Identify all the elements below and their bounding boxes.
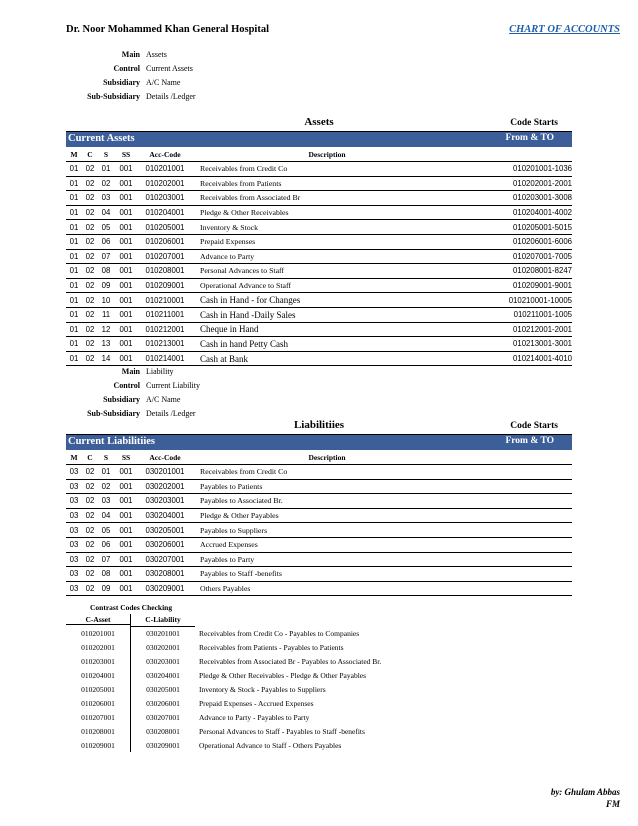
cell-s: 03 (101, 496, 111, 506)
cell-pair-description: Operational Advance to Staff - Others Payables (199, 740, 342, 750)
contrast-row (66, 682, 381, 696)
meta-row (80, 364, 320, 378)
col-m: M (70, 452, 78, 462)
meta-value: Current Assets (146, 63, 193, 73)
cell-ss: 001 (119, 481, 133, 491)
contrast-row (66, 738, 381, 752)
cell-range: 010204001-4002 (513, 208, 572, 218)
cell-m: 03 (69, 569, 79, 579)
cell-c: 02 (85, 584, 95, 594)
cell-s: 11 (101, 310, 111, 320)
liabilities-title: Liabilitiies (293, 419, 345, 431)
cell-pair-description: Personal Advances to Staff - Payables to Staff -benefits (199, 726, 365, 736)
cell-m: 01 (69, 237, 79, 247)
cell-acc-code: 030208001 (145, 569, 185, 579)
cell-m: 03 (69, 496, 79, 506)
cell-pair-description: Advance to Party - Payables to Party (199, 712, 310, 722)
cell-description: Receivables from Credit Co (200, 164, 288, 174)
cell-range: 010214001-4010 (513, 354, 572, 364)
cell-acc-code: 010204001 (145, 208, 185, 218)
cell-c: 02 (85, 164, 95, 174)
cell-acc-code: 030207001 (145, 554, 185, 564)
meta-value: Assets (146, 49, 167, 59)
meta-key: Control (113, 380, 140, 390)
section-title: Current Liabilitiies (68, 436, 156, 447)
column-header-row (66, 450, 572, 465)
cell-acc-code: 030205001 (145, 525, 185, 535)
cell-ss: 001 (119, 237, 133, 247)
cell-description: Receivables from Credit Co (200, 467, 288, 477)
cell-m: 01 (69, 295, 79, 305)
cell-acc-code: 030206001 (145, 540, 185, 550)
cell-description: Cheque in Hand (200, 324, 259, 335)
cell-pair-description: Receivables from Credit Co - Payables to Companies (199, 628, 360, 638)
cell-s: 05 (101, 222, 111, 232)
contrast-codes-table (66, 614, 381, 752)
meta-value: Details /Ledger (146, 91, 196, 101)
cell-c: 02 (85, 222, 95, 232)
col-c-liability: C-Liability (130, 614, 195, 627)
cell-s: 02 (101, 481, 111, 491)
cell-acc-code: 030209001 (145, 584, 185, 594)
cell-acc-code: 010212001 (145, 324, 185, 334)
column-header-row (66, 147, 572, 162)
cell-s: 05 (101, 525, 111, 535)
col-description: Description (308, 452, 346, 462)
cell-range: 010208001-8247 (513, 266, 572, 276)
cell-s: 02 (101, 178, 111, 188)
author-signature: by: Ghulam Abbas (550, 787, 620, 797)
cell-description: Others Payables (200, 584, 251, 594)
meta-value: Current Liability (146, 380, 200, 390)
cell-range: 010203001-3008 (513, 193, 572, 203)
cell-s: 04 (101, 511, 111, 521)
liabilities-title-row (66, 419, 572, 435)
cell-ss: 001 (119, 193, 133, 203)
cell-c-asset: 010201001 (81, 628, 115, 638)
cell-acc-code: 010202001 (145, 178, 185, 188)
cell-acc-code: 010207001 (145, 251, 185, 261)
meta-row (80, 406, 320, 420)
meta-key: Sub-Subsidiary (87, 91, 140, 101)
table-row (66, 523, 572, 538)
col-s: S (103, 149, 109, 159)
cell-range: 010202001-2001 (513, 178, 572, 188)
cell-pair-description: Receivables from Patients - Payables to Patients (199, 642, 344, 652)
cell-description: Payables to Suppliers (200, 525, 268, 535)
cell-ss: 001 (119, 281, 133, 291)
contrast-row (66, 724, 381, 738)
hospital-name: Dr. Noor Mohammed Khan General Hospital (66, 24, 270, 35)
cell-acc-code: 030201001 (145, 467, 185, 477)
cell-description: Accrued Expenses (200, 540, 258, 550)
cell-m: 01 (69, 310, 79, 320)
cell-c: 02 (85, 281, 95, 291)
cell-c: 02 (85, 569, 95, 579)
cell-range: 010205001-5015 (513, 222, 572, 232)
table-row (66, 177, 572, 192)
cell-range: 010211001-1005 (513, 310, 572, 320)
cell-ss: 001 (119, 554, 133, 564)
cell-range: 010207001-7005 (513, 251, 572, 261)
cell-description: Payables to Party (200, 554, 255, 564)
cell-s: 09 (101, 281, 111, 291)
cell-range: 010210001-10005 (508, 295, 572, 305)
table-row (66, 509, 572, 524)
cell-c-liability: 030204001 (130, 668, 195, 682)
cell-c-asset: 010206001 (81, 698, 115, 708)
table-row (66, 264, 572, 279)
col-ss: SS (121, 452, 131, 462)
cell-ss: 001 (119, 511, 133, 521)
meta-row (80, 75, 320, 89)
meta-key: Main (121, 49, 140, 59)
cell-m: 01 (69, 324, 79, 334)
cell-m: 01 (69, 193, 79, 203)
cell-m: 01 (69, 251, 79, 261)
table-row (66, 206, 572, 221)
cell-description: Cash in Hand - for Changes (200, 295, 301, 306)
cell-c: 02 (85, 251, 95, 261)
table-row (66, 582, 572, 597)
cell-m: 03 (69, 584, 79, 594)
cell-c: 02 (85, 540, 95, 550)
cell-range: 010213001-3001 (513, 339, 572, 349)
cell-m: 01 (69, 178, 79, 188)
cell-description: Payables to Staff -benefits (200, 569, 282, 579)
table-row (66, 323, 572, 338)
cell-s: 01 (101, 164, 111, 174)
contrast-header-row (66, 614, 381, 626)
cell-c: 02 (85, 193, 95, 203)
cell-range: 010201001-1036 (513, 164, 572, 174)
meta-key: Sub-Subsidiary (87, 408, 140, 418)
cell-s: 06 (101, 237, 111, 247)
cell-ss: 001 (119, 354, 133, 364)
table-row (66, 279, 572, 294)
meta-value: Details /Ledger (146, 408, 196, 418)
cell-c: 02 (85, 354, 95, 364)
assets-title-row (66, 116, 572, 132)
section-bar (66, 435, 572, 450)
cell-range: 010209001-9001 (513, 281, 572, 291)
cell-c-asset: 010209001 (81, 740, 115, 750)
cell-ss: 001 (119, 584, 133, 594)
cell-acc-code: 010213001 (145, 339, 185, 349)
cell-description: Receivables from Patients (200, 178, 282, 188)
col-c: C (87, 452, 93, 462)
meta-value: A/C Name (146, 77, 181, 87)
cell-s: 08 (101, 569, 111, 579)
contrast-row (66, 640, 381, 654)
cell-m: 03 (69, 525, 79, 535)
cell-description: Cash in Hand -Daily Sales (200, 309, 296, 320)
cell-m: 03 (69, 467, 79, 477)
cell-ss: 001 (119, 266, 133, 276)
cell-description: Prepaid Expenses (200, 237, 256, 247)
cell-c: 02 (85, 467, 95, 477)
cell-c: 02 (85, 310, 95, 320)
cell-acc-code: 030204001 (145, 511, 185, 521)
cell-c: 02 (85, 324, 95, 334)
cell-ss: 001 (119, 467, 133, 477)
from-to-label: From & TO (505, 133, 554, 143)
cell-s: 07 (101, 554, 111, 564)
assets-meta-block (80, 47, 320, 103)
cell-c: 02 (85, 481, 95, 491)
cell-range: 010212001-2001 (513, 324, 572, 334)
cell-ss: 001 (119, 222, 133, 232)
cell-acc-code: 030203001 (145, 496, 185, 506)
cell-c: 02 (85, 208, 95, 218)
cell-acc-code: 010209001 (145, 281, 185, 291)
meta-row (80, 89, 320, 103)
table-row (66, 250, 572, 265)
meta-key: Subsidiary (103, 394, 140, 404)
table-row (66, 162, 572, 177)
cell-m: 01 (69, 266, 79, 276)
assets-title: Assets (304, 116, 334, 128)
cell-s: 03 (101, 193, 111, 203)
cell-c-asset: 010205001 (81, 684, 115, 694)
col-acc-code: Acc-Code (149, 149, 181, 159)
table-row (66, 538, 572, 553)
cell-acc-code: 010201001 (145, 164, 185, 174)
cell-m: 01 (69, 164, 79, 174)
meta-key: Control (113, 63, 140, 73)
cell-description: Pledge & Other Payables (200, 511, 279, 521)
cell-description: Cash in hand Petty Cash (200, 338, 288, 349)
cell-m: 03 (69, 511, 79, 521)
cell-ss: 001 (119, 208, 133, 218)
table-row (66, 235, 572, 250)
table-row (66, 308, 572, 323)
meta-key: Main (121, 366, 140, 376)
table-row (66, 293, 572, 308)
cell-c-liability: 030202001 (130, 640, 195, 654)
meta-key: Subsidiary (103, 77, 140, 87)
cell-acc-code: 010205001 (145, 222, 185, 232)
cell-c-asset: 010202001 (81, 642, 115, 652)
cell-description: Payables to Associated Br. (200, 496, 283, 506)
table-row (66, 337, 572, 352)
table-row (66, 480, 572, 495)
cell-s: 07 (101, 251, 111, 261)
cell-c-asset: 010208001 (81, 726, 115, 736)
cell-m: 03 (69, 554, 79, 564)
cell-s: 12 (101, 324, 111, 334)
code-starts-label: Code Starts (510, 421, 558, 431)
contrast-row (66, 654, 381, 668)
col-m: M (70, 149, 78, 159)
cell-s: 04 (101, 208, 111, 218)
cell-c: 02 (85, 237, 95, 247)
contrast-codes-title: Contrast Codes Checking (90, 603, 173, 612)
cell-pair-description: Inventory & Stock - Payables to Suppliers (199, 684, 326, 694)
cell-s: 09 (101, 584, 111, 594)
cell-ss: 001 (119, 295, 133, 305)
cell-s: 08 (101, 266, 111, 276)
cell-m: 01 (69, 281, 79, 291)
liabilities-table (66, 419, 572, 596)
cell-c-liability: 030201001 (130, 626, 195, 640)
col-acc-code: Acc-Code (149, 452, 181, 462)
cell-c-liability: 030207001 (130, 710, 195, 724)
col-description: Description (308, 149, 346, 159)
cell-c: 02 (85, 511, 95, 521)
col-c: C (87, 149, 93, 159)
table-row (66, 191, 572, 206)
section-title: Current Assets (68, 133, 135, 144)
cell-c-asset: 010207001 (81, 712, 115, 722)
from-to-label: From & TO (505, 436, 554, 446)
cell-ss: 001 (119, 496, 133, 506)
cell-ss: 001 (119, 324, 133, 334)
cell-ss: 001 (119, 164, 133, 174)
cell-ss: 001 (119, 339, 133, 349)
cell-description: Inventory & Stock (200, 222, 259, 232)
cell-description: Pledge & Other Receivables (200, 208, 289, 218)
author-role: FM (605, 799, 620, 809)
cell-c: 02 (85, 554, 95, 564)
cell-ss: 001 (119, 310, 133, 320)
cell-acc-code: 010214001 (145, 354, 185, 364)
table-row (66, 220, 572, 235)
cell-description: Payables to Patients (200, 481, 263, 491)
cell-c: 02 (85, 295, 95, 305)
contrast-row (66, 696, 381, 710)
cell-ss: 001 (119, 178, 133, 188)
cell-description: Advance to Party (200, 251, 255, 261)
cell-c-asset: 010204001 (81, 670, 115, 680)
cell-pair-description: Pledge & Other Receivables - Pledge & Other Payables (199, 670, 367, 680)
cell-description: Cash at Bank (200, 353, 248, 364)
cell-m: 01 (69, 354, 79, 364)
meta-row (80, 47, 320, 61)
contrast-row (66, 710, 381, 724)
cell-description: Operational Advance to Staff (200, 281, 292, 291)
cell-s: 06 (101, 540, 111, 550)
col-s: S (103, 452, 109, 462)
cell-s: 01 (101, 467, 111, 477)
col-ss: SS (121, 149, 131, 159)
cell-pair-description: Receivables from Associated Br - Payables to Associated Br. (199, 656, 382, 666)
cell-c: 02 (85, 496, 95, 506)
cell-c: 02 (85, 525, 95, 535)
cell-c-liability: 030205001 (130, 682, 195, 696)
chart-of-accounts-title: CHART OF ACCOUNTS (509, 24, 620, 35)
cell-m: 01 (69, 222, 79, 232)
meta-value: A/C Name (146, 394, 181, 404)
cell-c-liability: 030206001 (130, 696, 195, 710)
table-row (66, 494, 572, 509)
cell-description: Personal Advances to Staff (200, 266, 285, 276)
table-row (66, 465, 572, 480)
cell-m: 01 (69, 208, 79, 218)
cell-acc-code: 010203001 (145, 193, 185, 203)
cell-ss: 001 (119, 540, 133, 550)
cell-description: Receivables from Associated Br (200, 193, 301, 203)
cell-acc-code: 030202001 (145, 481, 185, 491)
cell-c-liability: 030208001 (130, 724, 195, 738)
table-row (66, 553, 572, 568)
meta-value: Liability (146, 366, 174, 376)
cell-acc-code: 010210001 (145, 295, 185, 305)
cell-s: 10 (101, 295, 111, 305)
liability-meta-block (80, 364, 320, 420)
code-starts-label: Code Starts (510, 118, 558, 128)
cell-acc-code: 010206001 (145, 237, 185, 247)
cell-pair-description: Prepaid Expenses - Accrued Expenses (199, 698, 314, 708)
contrast-row (66, 668, 381, 682)
meta-row (80, 61, 320, 75)
cell-ss: 001 (119, 569, 133, 579)
table-row (66, 567, 572, 582)
cell-s: 14 (101, 354, 111, 364)
cell-c: 02 (85, 339, 95, 349)
cell-m: 01 (69, 339, 79, 349)
cell-acc-code: 010211001 (145, 310, 185, 320)
meta-row (80, 378, 320, 392)
cell-m: 03 (69, 540, 79, 550)
cell-ss: 001 (119, 251, 133, 261)
contrast-row (66, 626, 381, 640)
cell-range: 010206001-6006 (513, 237, 572, 247)
cell-ss: 001 (119, 525, 133, 535)
cell-c-liability: 030203001 (130, 654, 195, 668)
section-bar (66, 132, 572, 147)
cell-m: 03 (69, 481, 79, 491)
col-c-asset: C-Asset (66, 615, 130, 625)
cell-c-asset: 010203001 (81, 656, 115, 666)
cell-s: 13 (101, 339, 111, 349)
cell-c: 02 (85, 266, 95, 276)
cell-c: 02 (85, 178, 95, 188)
cell-acc-code: 010208001 (145, 266, 185, 276)
assets-table (66, 116, 572, 366)
meta-row (80, 392, 320, 406)
cell-c-liability: 030209001 (130, 738, 195, 752)
